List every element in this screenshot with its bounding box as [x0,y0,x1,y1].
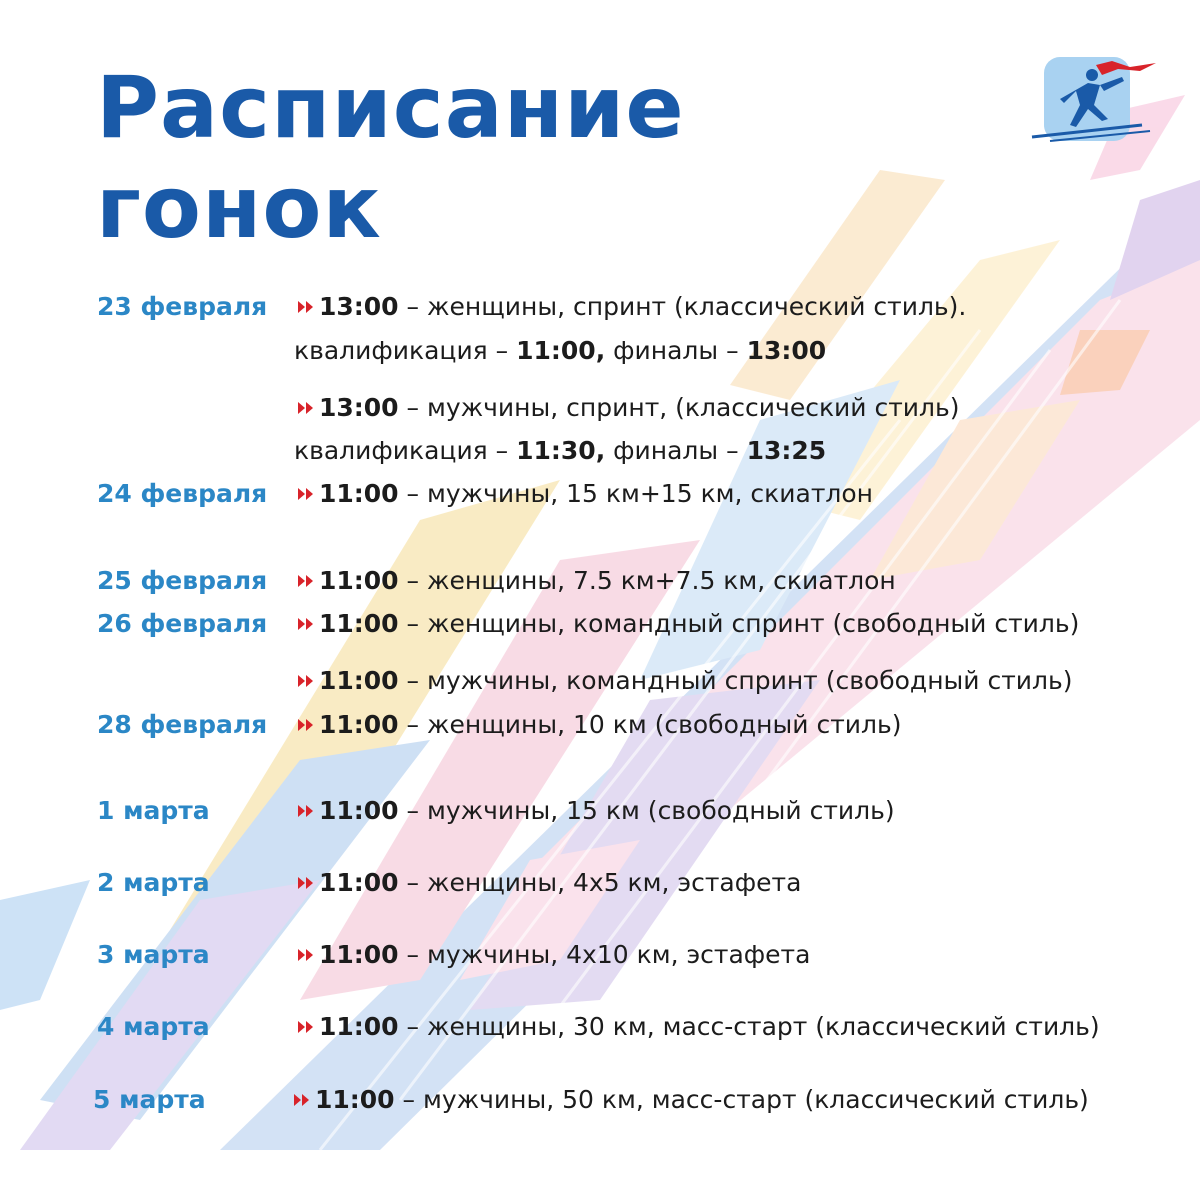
schedule-row [0,604,1200,644]
race-event [296,287,966,327]
race-event [296,604,1079,644]
schedule-row-continuation [0,431,1200,471]
double-arrow-icon [296,617,318,631]
race-time: 11:00 [319,479,399,508]
race-time: 11:00 [319,609,399,638]
double-arrow-icon [296,401,318,415]
race-date: 5 марта [93,1085,206,1114]
race-date: 2 марта [97,868,210,897]
race-event [296,1007,1100,1047]
schedule-row [0,863,1200,903]
race-time: 11:00 [319,566,399,595]
page-title [96,58,685,258]
race-date: 23 февраля [97,292,268,321]
race-date: 28 февраля [97,710,268,739]
race-date: 4 марта [97,1012,210,1041]
race-time: 11:00 [319,666,399,695]
double-arrow-icon [296,948,318,962]
race-details [294,331,826,371]
double-arrow-icon [296,300,318,314]
race-time: 13:00 [319,393,399,422]
race-time: 11:00 [319,796,399,825]
race-description: – женщины, 4х5 км, эстафета [398,868,802,897]
qualification-time: 11:00, [516,336,606,365]
race-date: 1 марта [97,796,210,825]
qualification-label: квалификация – [294,436,517,465]
race-description: – женщины, 30 км, масс-старт (классический стиль) [398,1012,1100,1041]
double-arrow-icon [296,487,318,501]
race-time: 11:00 [315,1085,395,1114]
race-description: – женщины, командный спринт (свободный стиль) [398,609,1080,638]
schedule-row [0,474,1200,514]
finals-time: 13:00 [746,336,827,365]
race-details [294,431,826,471]
schedule-row [0,791,1200,831]
race-event [296,791,895,831]
skier-logo-icon [1030,55,1160,145]
race-event [296,863,801,903]
race-description: – мужчины, 50 км, масс-старт (классический стиль) [394,1085,1089,1114]
race-event [296,705,901,745]
double-arrow-icon [292,1093,314,1107]
race-time: 11:00 [319,940,399,969]
race-date: 24 февраля [97,479,268,508]
race-event [292,1080,1089,1120]
schedule-row [0,388,1200,428]
race-description: – мужчины, 4х10 км, эстафета [398,940,811,969]
double-arrow-icon [296,1020,318,1034]
race-description: – мужчины, 15 км (свободный стиль) [398,796,895,825]
race-description: – мужчины, спринт, (классический стиль) [398,393,960,422]
race-event [296,935,810,975]
schedule-row [0,1080,1200,1120]
race-date: 25 февраля [97,566,268,595]
race-description: – женщины, 7.5 км+7.5 км, скиатлон [398,566,896,595]
title-line-1: Расписание [96,58,685,158]
double-arrow-icon [296,876,318,890]
race-event [296,388,960,428]
qualification-label: квалификация – [294,336,517,365]
schedule-row [0,661,1200,701]
schedule-row-continuation [0,331,1200,371]
race-date: 3 марта [97,940,210,969]
finals-time: 13:25 [746,436,827,465]
schedule-row [0,561,1200,601]
race-time: 13:00 [319,292,399,321]
finals-label: финалы – [605,336,747,365]
double-arrow-icon [296,804,318,818]
race-event [296,474,873,514]
double-arrow-icon [296,574,318,588]
double-arrow-icon [296,718,318,732]
race-time: 11:00 [319,1012,399,1041]
schedule-row [0,1007,1200,1047]
race-event [296,561,896,601]
race-description: – мужчины, 15 км+15 км, скиатлон [398,479,874,508]
double-arrow-icon [296,674,318,688]
race-time: 11:00 [319,868,399,897]
race-time: 11:00 [319,710,399,739]
title-line-2: гонок [96,158,382,258]
race-description: – женщины, 10 км (свободный стиль) [398,710,902,739]
race-date: 26 февраля [97,609,268,638]
race-description: – мужчины, командный спринт (свободный стиль) [398,666,1073,695]
schedule-row [0,287,1200,327]
race-description: – женщины, спринт (классический стиль). [398,292,967,321]
schedule-row [0,705,1200,745]
race-event [296,661,1073,701]
schedule-row [0,935,1200,975]
qualification-time: 11:30, [516,436,606,465]
finals-label: финалы – [605,436,747,465]
